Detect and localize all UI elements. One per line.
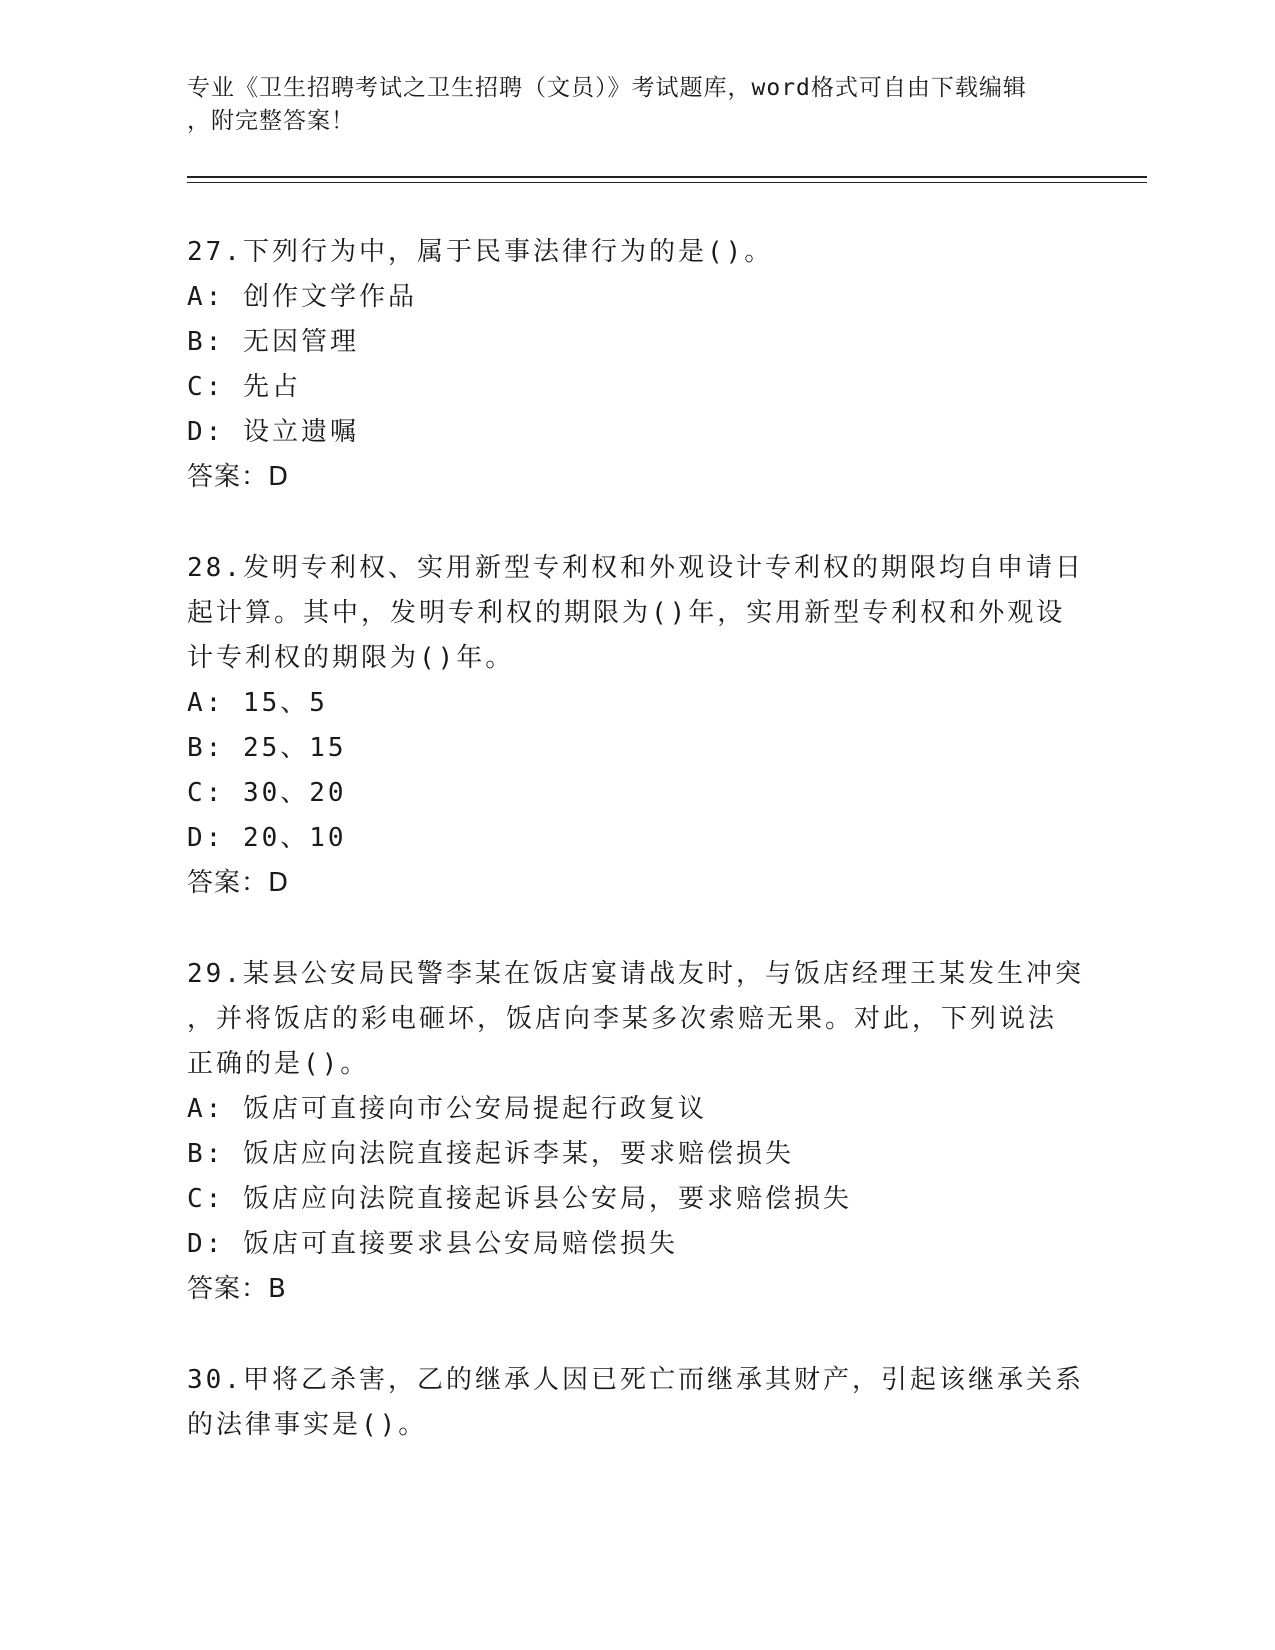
question-stem: 28.发明专利权、实用新型专利权和外观设计专利权的期限均自申请日 xyxy=(187,553,1084,583)
question-28 xyxy=(187,546,1087,906)
question-stem: ，并将饭店的彩电砸坏，饭店向李某多次索赔无果。对此，下列说法 xyxy=(187,1004,1058,1034)
option-d: D: 饭店可直接要求县公安局赔偿损失 xyxy=(187,1229,678,1259)
header-line-2: ，附完整答案！ xyxy=(187,108,355,134)
answer-line: 答案：D xyxy=(187,462,290,492)
question-27 xyxy=(187,230,1087,500)
header-line-1: 专业《卫生招聘考试之卫生招聘（文员）》考试题库，word格式可自由下载编辑 xyxy=(187,75,1027,101)
question-30 xyxy=(187,1358,1087,1448)
question-stem: 30.甲将乙杀害，乙的继承人因已死亡而继承其财产，引起该继承关系 xyxy=(187,1365,1084,1395)
option-c: C: 饭店应向法院直接起诉县公安局，要求赔偿损失 xyxy=(187,1184,852,1214)
question-stem: 的法律事实是()。 xyxy=(187,1410,428,1440)
option-c: C: 30、20 xyxy=(187,778,347,808)
option-b: B: 无因管理 xyxy=(187,327,359,357)
answer-line: 答案：B xyxy=(187,1274,287,1304)
question-stem: 计专利权的期限为()年。 xyxy=(187,643,515,673)
header-divider-thin xyxy=(187,182,1147,183)
option-d: D: 20、10 xyxy=(187,823,347,853)
document-header xyxy=(187,72,1087,138)
option-b: B: 饭店应向法院直接起诉李某，要求赔偿损失 xyxy=(187,1139,794,1169)
option-a: A: 15、5 xyxy=(187,688,328,718)
question-29 xyxy=(187,952,1087,1312)
answer-line: 答案：D xyxy=(187,868,290,898)
question-list xyxy=(187,230,1087,1494)
option-a: A: 创作文学作品 xyxy=(187,282,417,312)
option-c: C: 先占 xyxy=(187,372,301,402)
header-divider-thick xyxy=(187,176,1147,178)
question-stem: 29.某县公安局民警李某在饭店宴请战友时，与饭店经理王某发生冲突 xyxy=(187,959,1084,989)
option-b: B: 25、15 xyxy=(187,733,347,763)
question-stem: 正确的是()。 xyxy=(187,1049,370,1079)
option-a: A: 饭店可直接向市公安局提起行政复议 xyxy=(187,1094,707,1124)
question-stem: 起计算。其中，发明专利权的期限为()年，实用新型专利权和外观设 xyxy=(187,598,1066,628)
question-stem: 27.下列行为中，属于民事法律行为的是()。 xyxy=(187,237,774,267)
option-d: D: 设立遗嘱 xyxy=(187,417,359,447)
